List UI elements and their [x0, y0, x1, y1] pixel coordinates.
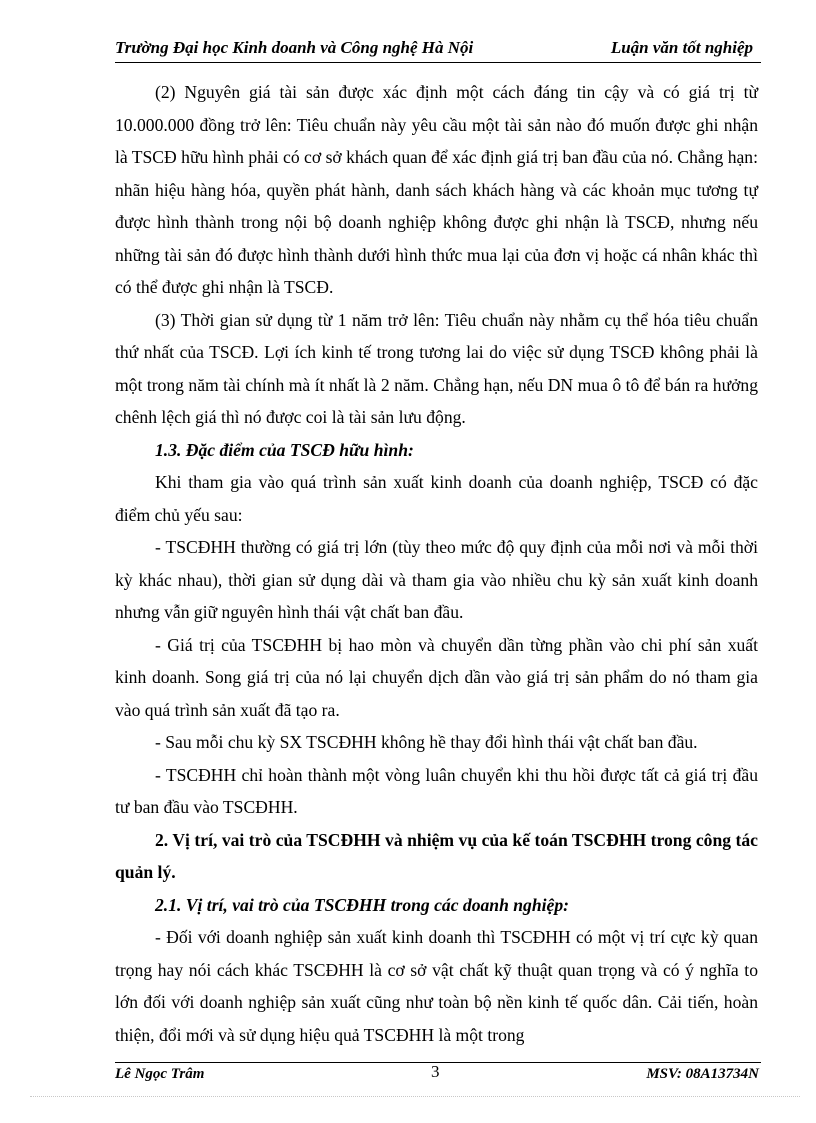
- section-heading-2-1: 2.1. Vị trí, vai trò của TSCĐHH trong các doanh nghiệp:: [155, 894, 569, 915]
- footer-student-id: MSV: 08A13734N: [646, 1066, 759, 1082]
- paragraph-characteristic-4: - TSCĐHH chỉ hoàn thành một vòng luân chuyển khi thu hồi được tất cả giá trị đầu tư ban đầu vào TSCĐHH.: [115, 764, 758, 817]
- paragraph-characteristic-1: - TSCĐHH thường có giá trị lớn (tùy theo mức độ quy định của mỗi nơi và mỗi thời kỳ khác nhau), thời gian sử dụng dài và tham gia vào nhiều chu kỳ sản xuất kinh doanh nhưng vẫn giữ nguyên hình thái vật chất ban đầu.: [115, 537, 758, 622]
- page-bottom-dotted-line: [30, 1096, 800, 1097]
- paragraph-criterion-3: (3) Thời gian sử dụng từ 1 năm trở lên: Tiêu chuẩn này nhằm cụ thể hóa tiêu chuẩn thứ nhất của TSCĐ. Lợi ích kinh tế trong tương lai do việc sử dụng TSCĐ không phải là một trong năm tài chính mà ít nhất là 2 năm. Chẳng hạn, nếu DN mua ô tô để bán ra hưởng chênh lệch giá thì nó được coi là tài sản lưu động.: [115, 309, 758, 427]
- page-header: [115, 38, 761, 63]
- paragraph-intro-characteristics: Khi tham gia vào quá trình sản xuất kinh doanh của doanh nghiệp, TSCĐ có đặc điểm chủ yếu sau:: [115, 472, 758, 525]
- footer-author: Lê Ngọc Trâm: [115, 1066, 205, 1082]
- page-footer: [115, 1062, 761, 1088]
- section-heading-1-3: 1.3. Đặc điểm của TSCĐ hữu hình:: [155, 439, 414, 460]
- header-document-type: Luận văn tốt nghiệp: [610, 38, 753, 57]
- paragraph-characteristic-3: - Sau mỗi chu kỳ SX TSCĐHH không hề thay đổi hình thái vật chất ban đầu.: [155, 732, 698, 752]
- header-school-name: Trường Đại học Kinh doanh và Công nghệ Hà Nội: [115, 38, 474, 57]
- body-text: [115, 76, 758, 1051]
- paragraph-characteristic-2: - Giá trị của TSCĐHH bị hao mòn và chuyển dần từng phần vào chi phí sản xuất kinh doanh. Song giá trị của nó lại chuyển dịch dần vào giá trị sản phẩm do nó tham gia vào quá trình sản xuất đã tạo ra.: [115, 634, 758, 720]
- paragraph-role: - Đối với doanh nghiệp sản xuất kinh doanh thì TSCĐHH có một vị trí cực kỳ quan trọng hay nói cách khác TSCĐHH là cơ sở vật chất kỹ thuật quan trọng và có ý nghĩa to lớn đối với doanh nghiệp sản xuất cũng như toàn bộ nền kinh tế quốc dân. Cải tiến, hoàn thiện, đổi mới và sử dụng hiệu quả TSCĐHH là một trong: [115, 927, 758, 1045]
- section-heading-2: 2. Vị trí, vai trò của TSCĐHH và nhiệm vụ của kế toán TSCĐHH trong công tác quản lý.: [115, 829, 758, 882]
- page-number: 3: [431, 1062, 440, 1081]
- paragraph-criterion-2: (2) Nguyên giá tài sản được xác định một cách đáng tin cậy và có giá trị từ 10.000.000 đồng trở lên: Tiêu chuẩn này yêu cầu một tài sản nào đó muốn được ghi nhận là TSCĐ hữu hình phải có cơ sở khách quan để xác định giá trị ban đầu của nó. Chẳng hạn: nhãn hiệu hàng hóa, quyền phát hành, danh sách khách hàng và các khoản mục tương tự được hình thành trong nội bộ doanh nghiệp không được ghi nhận là TSCĐ, nhưng nếu những tài sản đó được hình thành dưới hình thức mua lại của đơn vị hoặc cá nhân khác thì có thể được ghi nhận là TSCĐ.: [115, 82, 758, 297]
